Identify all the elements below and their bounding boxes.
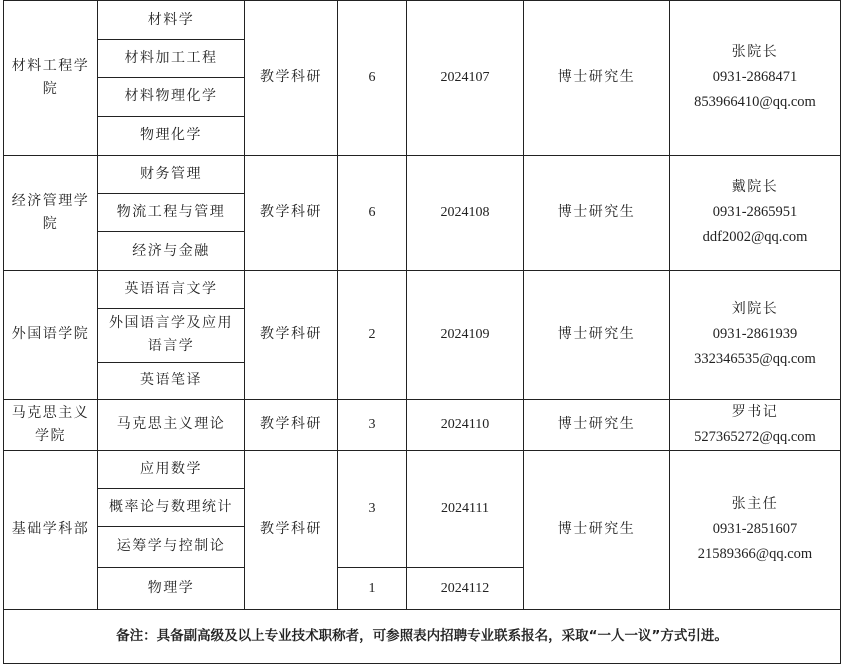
table-row — [4, 399, 841, 450]
code-cell: 2024111 — [407, 450, 524, 567]
contact-email: 332346535@qq.com — [694, 351, 816, 368]
major-cell: 材料物理化学 — [98, 78, 245, 116]
major-cell: 材料加工工程 — [98, 40, 245, 78]
degree-cell: 博士研究生 — [524, 450, 670, 609]
major-cell: 应用数学 — [98, 450, 245, 488]
contact-email: ddf2002@qq.com — [702, 229, 808, 246]
contact-phone: 0931-2851607 — [712, 521, 798, 538]
degree-cell: 博士研究生 — [524, 155, 670, 271]
contact-email: 21589366@qq.com — [697, 546, 813, 563]
code-cell: 2024112 — [407, 567, 524, 609]
contact-name: 戴院长 — [731, 179, 779, 196]
contact-cell — [670, 399, 841, 450]
count-cell: 2 — [338, 271, 407, 400]
major-cell: 马克思主义理论 — [98, 399, 245, 450]
major-cell: 概率论与数理统计 — [98, 489, 245, 527]
major-cell: 财务管理 — [98, 155, 245, 193]
position-cell: 教学科研 — [245, 271, 338, 400]
contact-cell — [670, 155, 841, 271]
major-cell: 外国语言学及应用语言学 — [98, 309, 245, 362]
code-cell: 2024108 — [407, 155, 524, 271]
college-cell: 经济管理学院 — [4, 155, 98, 271]
remark-row — [4, 609, 841, 663]
position-cell: 教学科研 — [245, 155, 338, 271]
college-cell: 材料工程学院 — [4, 1, 98, 156]
degree-cell: 博士研究生 — [524, 271, 670, 400]
degree-cell: 博士研究生 — [524, 399, 670, 450]
contact-phone: 0931-2868471 — [712, 69, 798, 86]
remark-text: 备注：具备副高级及以上专业技术职称者，可参照表内招聘专业联系报名，采取“一人一议”方式引进。 — [4, 609, 841, 663]
position-cell: 教学科研 — [245, 450, 338, 609]
contact-name: 张主任 — [731, 496, 779, 513]
major-cell: 物理学 — [98, 567, 245, 609]
count-cell: 3 — [338, 399, 407, 450]
contact-name: 刘院长 — [731, 301, 779, 318]
contact-cell — [670, 450, 841, 609]
count-cell: 3 — [338, 450, 407, 567]
major-cell: 运筹学与控制论 — [98, 527, 245, 567]
college-cell: 基础学科部 — [4, 450, 98, 609]
major-cell: 材料学 — [98, 1, 245, 40]
contact-cell — [670, 271, 841, 400]
table-row — [4, 155, 841, 193]
count-cell: 6 — [338, 155, 407, 271]
degree-cell: 博士研究生 — [524, 1, 670, 156]
table-row — [4, 450, 841, 488]
college-cell: 马克思主义学院 — [4, 399, 98, 450]
code-cell: 2024109 — [407, 271, 524, 400]
contact-phone: 0931-2861939 — [712, 326, 798, 343]
recruitment-table — [3, 0, 841, 664]
count-cell: 6 — [338, 1, 407, 156]
major-cell: 英语语言文学 — [98, 271, 245, 309]
contact-email: 527365272@qq.com — [694, 428, 816, 445]
college-cell: 外国语学院 — [4, 271, 98, 400]
contact-cell — [670, 1, 841, 156]
code-cell: 2024107 — [407, 1, 524, 156]
major-cell: 物流工程与管理 — [98, 193, 245, 231]
contact-name: 张院长 — [731, 44, 779, 61]
code-cell: 2024110 — [407, 399, 524, 450]
table-row — [4, 1, 841, 40]
position-cell: 教学科研 — [245, 399, 338, 450]
major-cell: 英语笔译 — [98, 362, 245, 399]
position-cell: 教学科研 — [245, 1, 338, 156]
contact-name: 罗书记 — [731, 403, 779, 420]
count-cell: 1 — [338, 567, 407, 609]
contact-phone: 0931-2865951 — [712, 204, 798, 221]
major-cell: 经济与金融 — [98, 232, 245, 271]
table-row — [4, 271, 841, 309]
contact-email: 853966410@qq.com — [694, 94, 816, 111]
major-cell: 物理化学 — [98, 116, 245, 155]
